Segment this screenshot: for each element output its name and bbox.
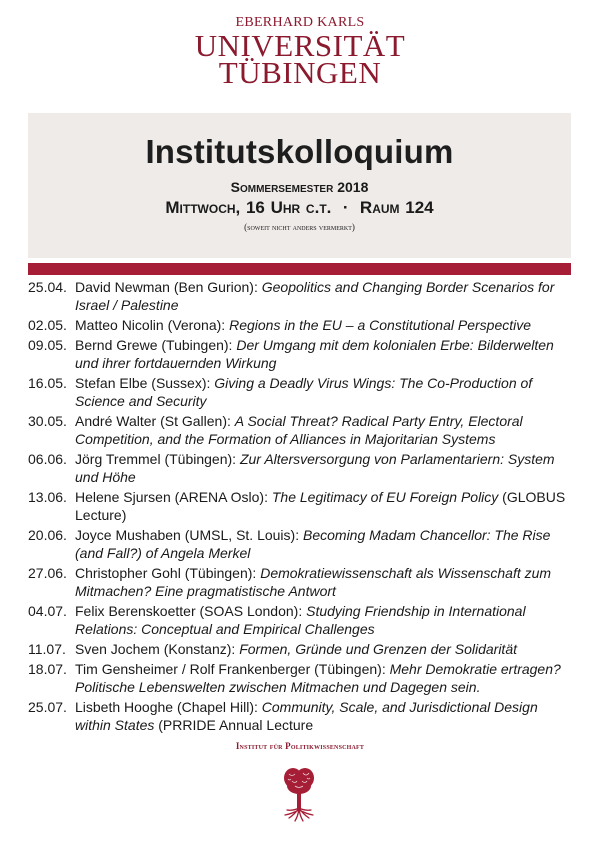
entry-extra: (PRRIDE Annual Lecture	[154, 717, 314, 733]
entry-text	[75, 374, 573, 410]
schedule-entry	[28, 660, 573, 696]
logo-line-2: UNIVERSITÄT	[194, 28, 406, 63]
entry-date: 16.05.	[28, 375, 67, 391]
entry-talk: Demokratiewissenschaft als Wissenschaft zum Mitmachen? Eine pragmatistische Antwort	[75, 565, 552, 599]
header-box	[28, 113, 571, 258]
entry-date: 25.07.	[28, 699, 67, 715]
entry-text	[75, 602, 573, 638]
entry-speaker: Joyce Mushaben (UMSL, St. Louis):	[75, 527, 303, 543]
entry-speaker: Matteo Nicolin (Verona):	[75, 317, 230, 333]
entry-text	[75, 640, 573, 658]
entry-date: 25.04.	[28, 279, 67, 295]
entry-talk: Formen, Gründe und Grenzen der Solidarität	[239, 641, 517, 657]
time-location: Mittwoch, 16 Uhr c.t. · Raum 124	[165, 198, 434, 217]
entry-speaker: Christopher Gohl (Tübingen):	[75, 565, 261, 581]
divider-bar	[28, 263, 571, 275]
entry-speaker: Bernd Grewe (Tubingen):	[75, 337, 237, 353]
entry-talk: Zur Altersversorgung von Parlamentariern: System und Höhe	[75, 451, 555, 485]
entry-text	[75, 564, 573, 600]
semester-label: Sommersemester 2018	[230, 179, 369, 195]
entry-text	[75, 412, 573, 448]
entry-date: 13.06.	[28, 489, 67, 505]
schedule-entry	[28, 278, 573, 314]
entry-date: 09.05.	[28, 337, 67, 353]
entry-date: 20.06.	[28, 527, 67, 543]
entry-talk: Giving a Deadly Virus Wings: The Co-Production of Science and Security	[75, 375, 533, 409]
entry-speaker: David Newman (Ben Gurion):	[75, 279, 262, 295]
entry-speaker: Jörg Tremmel (Tübingen):	[75, 451, 240, 467]
entry-extra: (GLOBUS Lecture)	[75, 489, 566, 523]
entry-speaker: Sven Jochem (Konstanz):	[75, 641, 240, 657]
entry-date: 30.05.	[28, 413, 67, 429]
entry-text	[75, 698, 573, 734]
page-title: Institutskolloquium	[145, 133, 454, 170]
schedule-entry	[28, 336, 573, 372]
entry-speaker: André Walter (St Gallen):	[75, 413, 235, 429]
schedule-entry	[28, 450, 573, 486]
entry-speaker: Tim Gensheimer / Rolf Frankenberger (Tübingen):	[75, 661, 390, 677]
entry-talk: Community, Scale, and Jurisdictional Design within States	[75, 699, 538, 733]
entry-date: 18.07.	[28, 661, 67, 677]
entry-text	[75, 450, 573, 486]
schedule-entry	[28, 698, 573, 734]
schedule-list	[28, 278, 573, 736]
tree-icon	[283, 766, 315, 822]
entry-text	[75, 336, 573, 372]
entry-talk: Geopolitics and Changing Border Scenarios for Israel / Palestine	[75, 279, 555, 313]
entry-talk: Regions in the EU – a Constitutional Perspective	[229, 317, 532, 333]
entry-talk: Der Umgang mit dem kolonialen Erbe: Bilderwelten und ihrer fortdauernden Wirkung	[75, 337, 554, 371]
schedule-entry	[28, 412, 573, 448]
entry-speaker: Felix Berenskoetter (SOAS London):	[75, 603, 307, 619]
entry-text	[75, 660, 573, 696]
entry-date: 11.07.	[28, 641, 66, 657]
entry-talk: Mehr Demokratie ertragen? Politische Lebenswelten zwischen Mitmachen und Dagegen sein.	[75, 661, 561, 695]
logo-line-1: EBERHARD KARLS	[235, 15, 365, 30]
entry-text	[75, 526, 573, 562]
entry-date: 02.05.	[28, 317, 67, 333]
schedule-entry	[28, 374, 573, 410]
entry-speaker: Lisbeth Hooghe (Chapel Hill):	[75, 699, 262, 715]
entry-talk: Studying Friendship in International Relations: Conceptual and Empirical Challenges	[75, 603, 526, 637]
note-label: (soweit nicht anders vermerkt)	[244, 222, 355, 232]
entry-date: 06.06.	[28, 451, 67, 467]
entry-talk: Becoming Madam Chancellor: The Rise (and Fall?) of Angela Merkel	[75, 527, 551, 561]
entry-speaker: Helene Sjursen (ARENA Oslo):	[75, 489, 272, 505]
entry-text	[75, 488, 573, 524]
schedule-entry	[28, 564, 573, 600]
schedule-entry	[28, 602, 573, 638]
schedule-entry	[28, 640, 573, 658]
schedule-entry	[28, 316, 573, 334]
university-logo	[0, 14, 600, 90]
entry-speaker: Stefan Elbe (Sussex):	[75, 375, 215, 391]
entry-text	[75, 278, 573, 314]
entry-talk: A Social Threat? Radical Party Entry, Electoral Competition, and the Formation of Alliances in Majoritarian Systems	[75, 413, 523, 447]
entry-date: 04.07.	[28, 603, 67, 619]
entry-text	[75, 316, 573, 334]
entry-talk: The Legitimacy of EU Foreign Policy	[271, 489, 499, 505]
institute-label: Institut für Politikwissenschaft	[235, 741, 365, 751]
schedule-entry	[28, 526, 573, 562]
logo-line-3: TÜBINGEN	[218, 55, 382, 90]
schedule-entry	[28, 488, 573, 524]
entry-date: 27.06.	[28, 565, 67, 581]
